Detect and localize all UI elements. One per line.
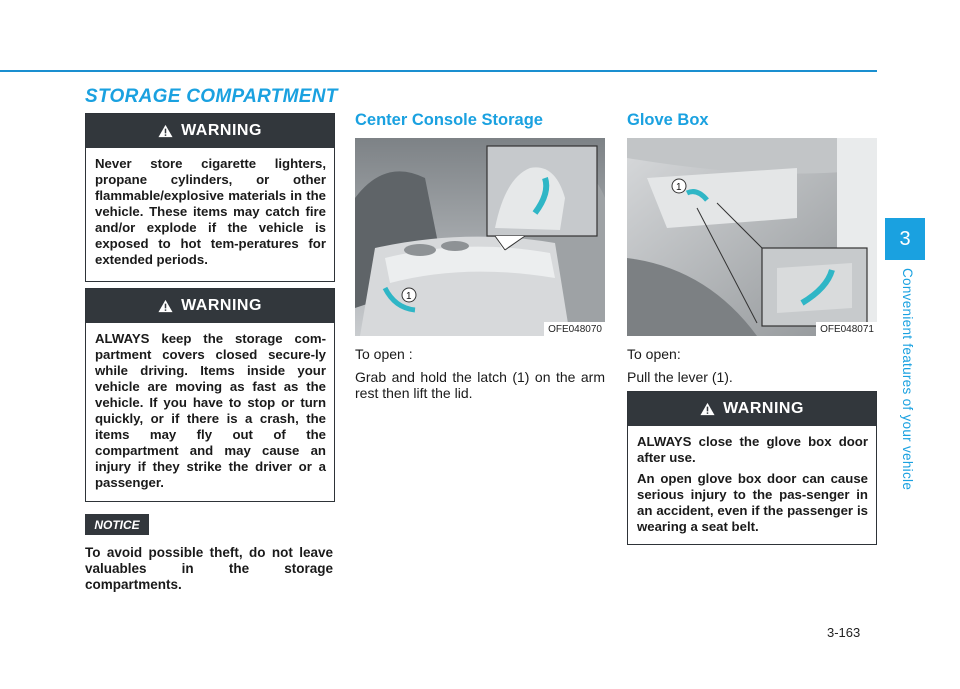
glove-box-instructions	[627, 346, 877, 392]
chapter-title: Convenient features of your vehicle	[900, 268, 915, 491]
warning-triangle-icon	[158, 124, 173, 138]
center-console-photo	[355, 138, 605, 336]
callout-number: 1	[676, 182, 682, 193]
page-number: 3-163	[827, 625, 861, 640]
instruction-intro: To open:	[627, 346, 681, 362]
warning-box-covers	[85, 288, 335, 502]
center-console-heading: Center Console Storage	[355, 111, 543, 129]
warning-heading: WARNING	[723, 400, 804, 417]
warning-header	[628, 392, 876, 426]
warning-triangle-icon	[700, 402, 715, 416]
top-rule	[0, 70, 877, 72]
warning-body	[86, 323, 334, 504]
warning-header	[86, 114, 334, 148]
section-title: STORAGE COMPARTMENT	[85, 86, 338, 107]
instruction-text: Pull the lever (1).	[627, 369, 733, 385]
warning-text: Never store cigarette lighters, propane cylinders, or other flammable/explosive materials in the vehicle. These items may catch fire and/or explode if the vehicle is exposed to hot tem-peratures for extended periods.	[95, 156, 326, 267]
instruction-text: Grab and hold the latch (1) on the arm rest then lift the lid.	[355, 369, 605, 401]
glove-box-heading: Glove Box	[627, 111, 709, 129]
instruction-intro: To open :	[355, 346, 413, 362]
chapter-tab: 3	[885, 218, 925, 260]
warning-body	[628, 426, 876, 548]
callout-number: 1	[406, 291, 412, 302]
glove-box-photo	[627, 138, 877, 336]
notice-badge: NOTICE	[85, 514, 149, 535]
warning-header	[86, 289, 334, 323]
center-console-illustration	[355, 138, 605, 336]
center-console-instructions	[355, 346, 605, 408]
photo-code: OFE048070	[544, 322, 605, 336]
glove-box-illustration	[627, 138, 877, 336]
notice-text: To avoid possible theft, do not leave valuables in the storage compartments.	[85, 545, 333, 592]
warning-text: An open glove box door can cause serious injury to the pas-senger in an accident, even if the passenger is wearing a seat belt.	[637, 471, 868, 534]
warning-triangle-icon	[158, 299, 173, 313]
photo-code: OFE048071	[816, 322, 877, 336]
warning-text: ALWAYS keep the storage com-partment covers closed secure-ly while driving. Items inside your vehicle are moving as fast as the vehicle. If you have to stop or turn quickly, or if there is a crash, the items may fly out of the compartment and may cause an injury if they strike the driver or a passenger.	[95, 331, 326, 490]
warning-heading: WARNING	[181, 297, 262, 314]
warning-body	[86, 148, 334, 281]
warning-heading: WARNING	[181, 122, 262, 139]
warning-box-flammables	[85, 113, 335, 282]
warning-text: ALWAYS close the glove box door after use.	[637, 434, 868, 465]
warning-box-glove-box	[627, 391, 877, 545]
